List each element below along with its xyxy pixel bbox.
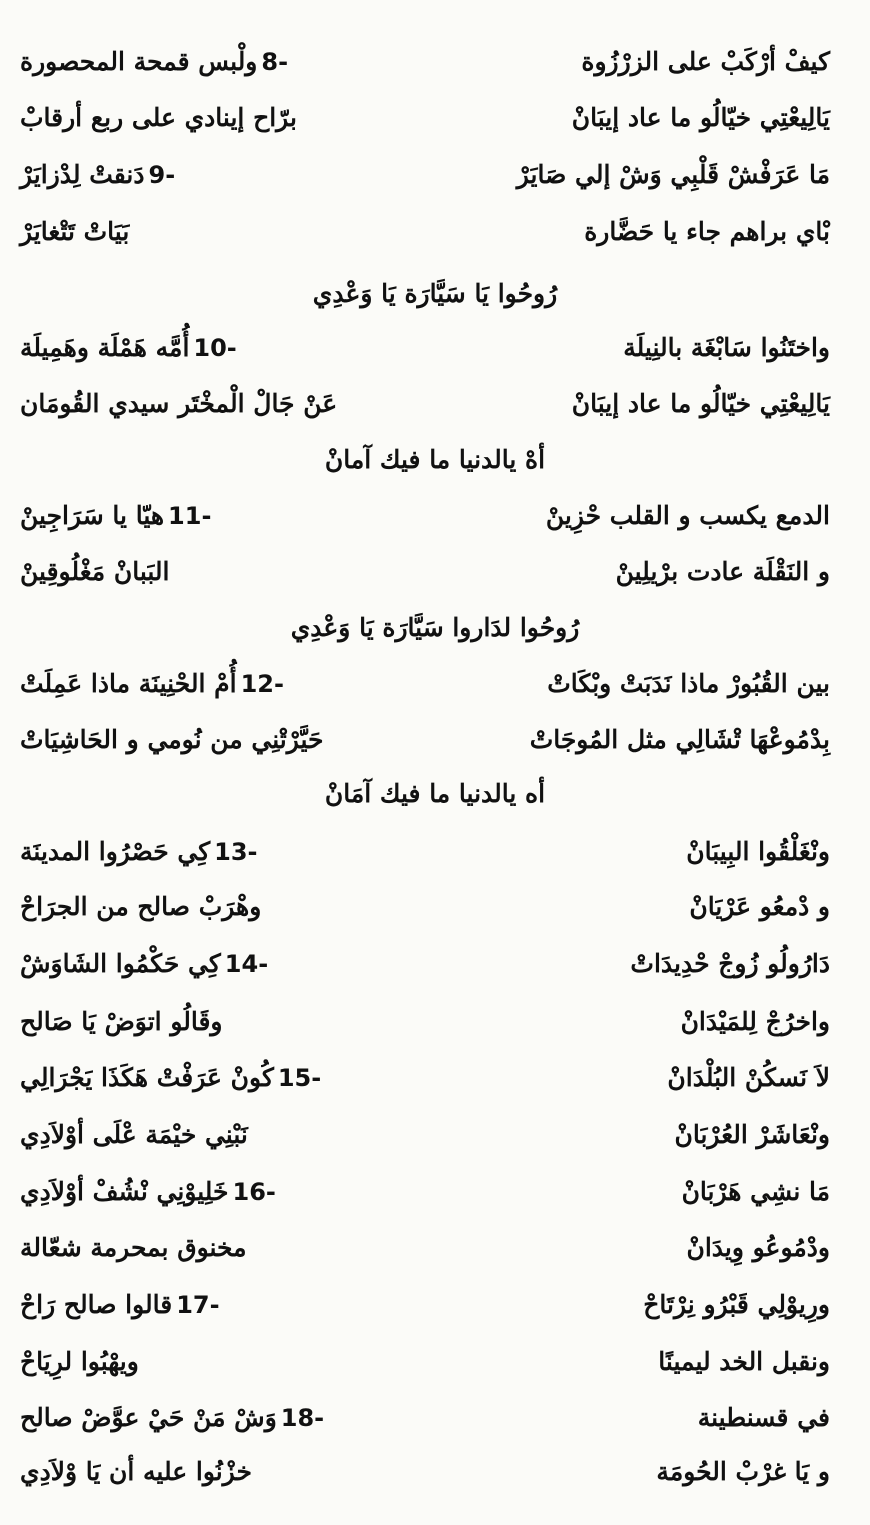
verse-left xyxy=(20,96,301,140)
refrain-text: أه يالدنيا ما فيك آمَانْ xyxy=(324,779,546,808)
verse-left xyxy=(20,1396,324,1440)
verse-right: ونقبل الخد ليمينًا xyxy=(658,1347,830,1376)
verse-left-text: كِي حَصْرُوا المدينَة xyxy=(20,837,211,866)
verse-right: لاَ نَسكُنْ البُلْدَانْ xyxy=(667,1063,830,1092)
verse-right: مَا عَرَفْشْ قَلْبِي وَشْ إلي صَايَرْ xyxy=(516,160,830,189)
verse-left-text: حَيَّرْتْنِي من نُومي و الحَاشِيَاتْ xyxy=(20,725,324,754)
verse-right: يَالِيعْتِي خيّالُو ما عاد إيبَانْ xyxy=(571,389,830,418)
verse-left xyxy=(20,1056,321,1100)
poem-refrain xyxy=(20,772,850,816)
verse-left-text: وهْرَبْ صالح من الجرَاحْ xyxy=(20,892,262,921)
verse-left xyxy=(20,1450,256,1494)
verse-number: 13- xyxy=(214,838,258,866)
verse-left xyxy=(20,662,284,706)
poem-line xyxy=(20,96,850,140)
verse-left-text: كُونْ عَرَفْتْ هَكَذَا يَجْرَالِي xyxy=(20,1063,274,1092)
refrain-text: أهْ يالدنيا ما فيك آمانْ xyxy=(324,445,546,474)
verse-number: 12- xyxy=(240,670,284,698)
verse-left-text: كِي حَكْمُوا الشَاوَشْ xyxy=(20,949,221,978)
poem-line xyxy=(20,1340,850,1384)
verse-number: 11- xyxy=(168,502,212,530)
poem-line xyxy=(20,1056,850,1100)
verse-left-text: ويهْبُوا لرِيَاحْ xyxy=(20,1347,139,1376)
poem-refrain xyxy=(20,606,850,650)
verse-right: ورِيوْلِي قَبْرُو نِرْتَاحْ xyxy=(643,1290,830,1319)
verse-left xyxy=(20,1226,251,1270)
verse-left xyxy=(20,382,341,426)
verse-left-text: وَشْ مَنْ حَيْ عوَّضْ صالح xyxy=(20,1403,277,1432)
verse-number: 17- xyxy=(176,1291,220,1319)
poem-line xyxy=(20,1450,850,1494)
poem-refrain xyxy=(20,272,850,316)
refrain-text: رُوحُوا لدَاروا سَيَّارَة يَا وَعْدِي xyxy=(290,613,580,642)
poem-line xyxy=(20,382,850,426)
poem-line xyxy=(20,494,850,538)
poem-line xyxy=(20,1396,850,1440)
verse-left-text: عَنْ جَالْ الْمخْتَر سيدي القُومَان xyxy=(20,389,338,418)
verse-left-text: هيّا يا سَرَاجِينْ xyxy=(20,501,165,530)
verse-left xyxy=(20,1170,276,1214)
verse-left-text: البَبانْ مَغْلُوقِينْ xyxy=(20,557,170,586)
verse-left xyxy=(20,550,174,594)
poem-line xyxy=(20,326,850,370)
verse-left xyxy=(20,942,268,986)
verse-number: 9- xyxy=(148,161,176,189)
verse-left xyxy=(20,153,175,197)
verse-right: يَالِيعْتِي خيّالُو ما عاد إيبَانْ xyxy=(571,103,830,132)
verse-right: الدمع يكسب و القلب حْزِينْ xyxy=(545,501,830,530)
verse-right: بين القُبُورْ ماذا نَدَبَتْ وبْكَاتْ xyxy=(547,669,830,698)
poem-line xyxy=(20,830,850,874)
verse-number: 16- xyxy=(232,1178,276,1206)
verse-left-text: بَيَاتْ تَتْغايَرْ xyxy=(20,217,130,246)
verse-number: 14- xyxy=(224,950,269,978)
verse-left xyxy=(20,1340,143,1384)
poem-line xyxy=(20,1113,850,1157)
verse-left-text: برّاح إينادي على ربع أرقابْ xyxy=(20,103,297,132)
verse-left xyxy=(20,494,211,538)
poem-line xyxy=(20,1226,850,1270)
verse-left-text: أُمَّه هَمْلَة وهَمِيلَة xyxy=(20,333,190,362)
verse-left-text: دَنقتْ لِدْزايَرْ xyxy=(20,160,145,189)
verse-right: ونْعَاشَرْ العُرْبَانْ xyxy=(674,1120,830,1149)
verse-left xyxy=(20,210,133,254)
poem-line xyxy=(20,153,850,197)
verse-left xyxy=(20,1000,227,1044)
refrain-text: رُوحُوا يَا سَيَّارَة يَا وَعْدِي xyxy=(312,279,558,308)
poem-line xyxy=(20,662,850,706)
verse-right: واختَنُوا سَابْغَة بالنِيلَة xyxy=(623,333,830,362)
verse-right: في قسنطينة xyxy=(697,1403,830,1432)
poem-line xyxy=(20,550,850,594)
verse-left xyxy=(20,885,265,929)
verse-left-text: مخنوق بمحرمة شعّالة xyxy=(20,1233,247,1262)
verse-left-text: خَلِيوْنِي نْشُفْ أوْلاَدِي xyxy=(20,1177,229,1206)
verse-right: بِدْمُوعْهَا تْشَالِي مثل المُوجَاتْ xyxy=(529,725,830,754)
verse-left xyxy=(20,40,288,84)
verse-left-text: ولْبس قمحة المحصورة xyxy=(20,47,258,76)
verse-right: و دْمعُو عَرْيَانْ xyxy=(689,892,830,921)
verse-left xyxy=(20,830,258,874)
verse-number: 10- xyxy=(193,334,237,362)
verse-right: بْاي براهم جاء يا حَضَّارة xyxy=(584,217,830,246)
poem-line xyxy=(20,1000,850,1044)
verse-left-text: قالوا صالح رَاحْ xyxy=(20,1290,173,1319)
poem-line xyxy=(20,40,850,84)
verse-left xyxy=(20,1113,252,1157)
verse-right: دَارُولُو زُوجْ حْدِيدَاتْ xyxy=(630,949,830,978)
verse-left-text: نَبْنِي خيْمَة عْلَى أوْلاَدِي xyxy=(20,1120,248,1149)
verse-left-text: خزْنُوا عليه أن يَا وْلاَدِي xyxy=(20,1457,252,1486)
verse-number: 8- xyxy=(261,48,289,76)
poem-line xyxy=(20,885,850,929)
verse-number: 15- xyxy=(277,1064,322,1092)
poem-line xyxy=(20,210,850,254)
verse-right: ودْمُوعُو وِيدَانْ xyxy=(686,1233,830,1262)
verse-right: مَا نشِي هَرْبَانْ xyxy=(681,1177,830,1206)
verse-right: ونْغَلْقُوا البِيبَانْ xyxy=(686,837,830,866)
verse-right: كيفْ أرْكَبْ على الزرْزُوة xyxy=(581,47,830,76)
verse-left xyxy=(20,718,328,762)
verse-right: واخرُجْ لِلمَيْدَانْ xyxy=(680,1007,830,1036)
verse-number: 18- xyxy=(280,1404,325,1432)
verse-right: و النَقْلَة عادت برْيلِينْ xyxy=(615,557,830,586)
poem-line xyxy=(20,1283,850,1327)
verse-right: و يَا غرْبْ الحُومَة xyxy=(656,1457,830,1486)
verse-left xyxy=(20,326,237,370)
poem-refrain xyxy=(20,438,850,482)
poem-line xyxy=(20,942,850,986)
verse-left-text: أُمْ الحْنِينَة ماذا عَمِلَتْ xyxy=(20,669,237,698)
poem-line xyxy=(20,1170,850,1214)
verse-left-text: وقَالُو اتوَضْ يَا صَالح xyxy=(20,1007,223,1036)
poem-line xyxy=(20,718,850,762)
verse-left xyxy=(20,1283,220,1327)
